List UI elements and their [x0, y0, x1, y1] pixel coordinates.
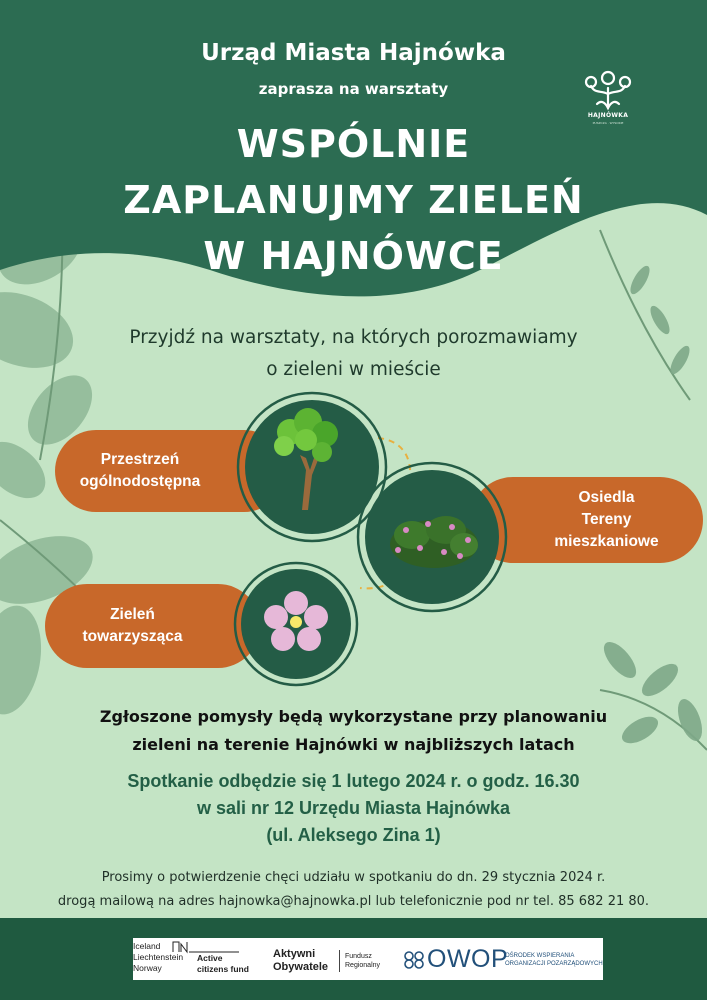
- aktywni-obywatele-logo: Aktywni Obywatele: [273, 948, 329, 973]
- divider: [339, 950, 340, 972]
- title-line-2: ZAPLANUJMY ZIELEŃ: [123, 178, 584, 222]
- topic-1-line-2: ogólnodostępna: [79, 473, 201, 490]
- owop-mark-icon: [403, 950, 425, 970]
- topic-2-line-3: mieszkaniowe: [554, 533, 659, 550]
- meeting-line-3: (ul. Aleksego Zina 1): [266, 825, 441, 845]
- sponsor-logos: [133, 938, 603, 980]
- meeting-info: [0, 768, 707, 849]
- title-line-3: W HAJNÓWCE: [203, 234, 504, 278]
- rsvp-line-2: drogą mailową na adres hajnowka@hajnowka.pl lub telefonicznie pod nr tel. 85 682 21 80.: [57, 894, 650, 909]
- rsvp-line-1: Prosimy o potwierdzenie chęci udziału w spotkaniu do dn. 29 stycznia 2024 r.: [101, 870, 606, 885]
- title-line-1: WSPÓLNIE: [236, 122, 471, 166]
- topic-1-line-1: Przestrzeń: [100, 451, 180, 468]
- meeting-line-1: Spotkanie odbędzie się 1 lutego 2024 r. o godz. 16.30: [127, 771, 580, 791]
- owop-logo: OWOP: [427, 945, 509, 973]
- eea-grants-mark-icon: [171, 940, 241, 954]
- topic-2-line-1: Osiedla: [578, 489, 635, 506]
- invitation-text: zaprasza na warsztaty: [258, 80, 449, 98]
- ideas-statement: [0, 703, 707, 759]
- ideas-line-2: zieleni na terenie Hajnówki w najbliższych latach: [132, 735, 575, 754]
- fundusz-regionalny-logo: Fundusz Regionalny: [345, 953, 381, 969]
- rsvp-info: [0, 866, 707, 914]
- ideas-line-1: Zgłoszone pomysły będą wykorzystane przy planowaniu: [99, 707, 608, 726]
- intro-line-1: Przyjdź na warsztaty, na których porozmawiamy: [129, 327, 578, 348]
- eea-grants-logo: Iceland Liechtenstein Norway: [133, 941, 184, 973]
- organizer-name: Urząd Miasta Hajnówka: [201, 40, 506, 66]
- active-citizens-fund-logo: Active citizens fund: [197, 953, 249, 974]
- owop-subtitle: OŚRODEK WSPIERANIA ORGANIZACJI POZARZĄDOWYCH: [505, 953, 603, 967]
- logo-tagline: PUSZCZA · WYSOKIE: [592, 121, 624, 125]
- topic-3-line-1: Zieleń: [110, 606, 155, 623]
- meeting-line-2: w sali nr 12 Urzędu Miasta Hajnówka: [196, 798, 511, 818]
- topic-2-line-2: Tereny: [581, 511, 632, 528]
- logo-name: HAJNÓWKA: [587, 112, 629, 119]
- intro-line-2: o zieleni w mieście: [266, 359, 441, 380]
- topic-3-line-2: towarzysząca: [82, 628, 183, 645]
